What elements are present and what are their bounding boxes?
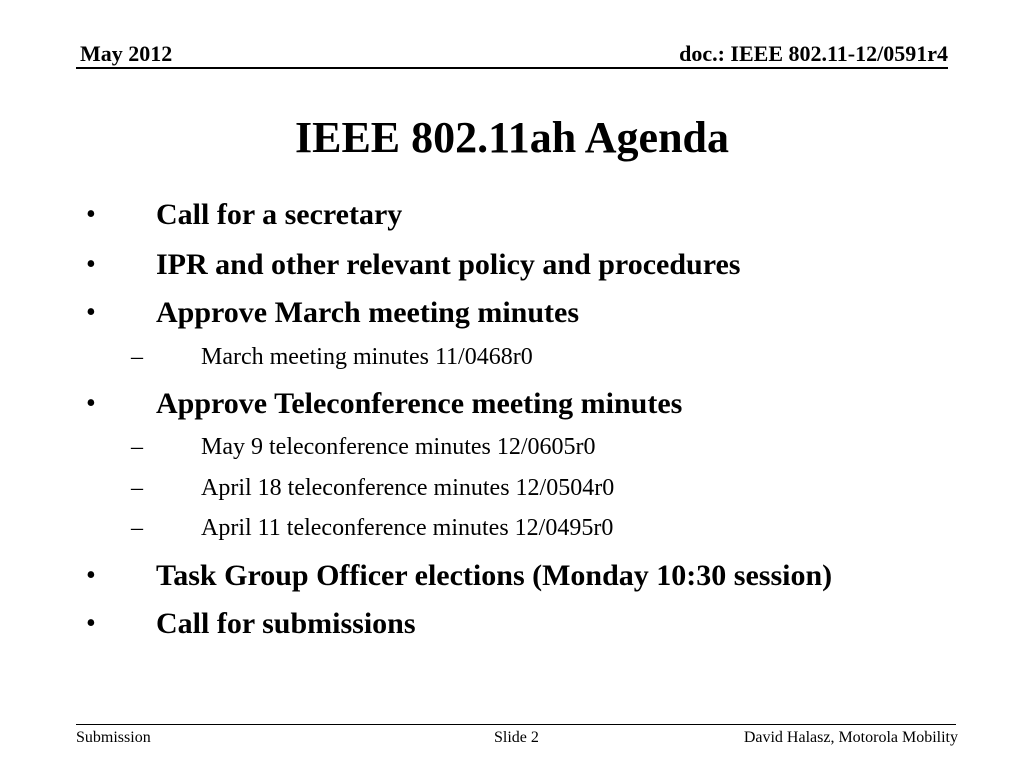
dash-marker: –	[131, 344, 143, 370]
agenda-item-text: Task Group Officer elections (Monday 10:30 session)	[156, 559, 833, 592]
dash-marker: –	[131, 515, 143, 541]
footer-author: David Halasz, Motorola Mobility	[743, 729, 958, 746]
dash-marker: –	[131, 434, 143, 460]
agenda-item-text: Call for submissions	[156, 607, 416, 640]
bullet-marker: •	[86, 388, 96, 419]
bullet-marker: •	[86, 560, 96, 591]
header-document-id: doc.: IEEE 802.11-12/0591r4	[679, 41, 948, 66]
footer-divider	[76, 724, 956, 725]
agenda-subitem-text: April 18 teleconference minutes 12/0504r0	[201, 475, 615, 501]
agenda-item-text: Approve Teleconference meeting minutes	[156, 387, 683, 420]
bullet-marker: •	[86, 249, 96, 280]
bullet-marker: •	[86, 608, 96, 639]
agenda-subitem-text: May 9 teleconference minutes 12/0605r0	[201, 434, 596, 460]
agenda-item-text: Call for a secretary	[156, 198, 403, 231]
dash-marker: –	[131, 475, 143, 501]
agenda-subitem-text: March meeting minutes 11/0468r0	[201, 344, 533, 370]
bullet-marker: •	[86, 199, 96, 230]
footer-slide-number: Slide 2	[494, 729, 539, 746]
agenda-item-text: IPR and other relevant policy and procedures	[156, 248, 741, 281]
slide-title: IEEE 802.11ah Agenda	[294, 113, 730, 162]
agenda-subitem-text: April 11 teleconference minutes 12/0495r0	[201, 515, 614, 541]
agenda-item-text: Approve March meeting minutes	[156, 296, 580, 329]
bullet-marker: •	[86, 297, 96, 328]
footer-submission: Submission	[76, 729, 151, 746]
header-date: May 2012	[80, 41, 173, 66]
